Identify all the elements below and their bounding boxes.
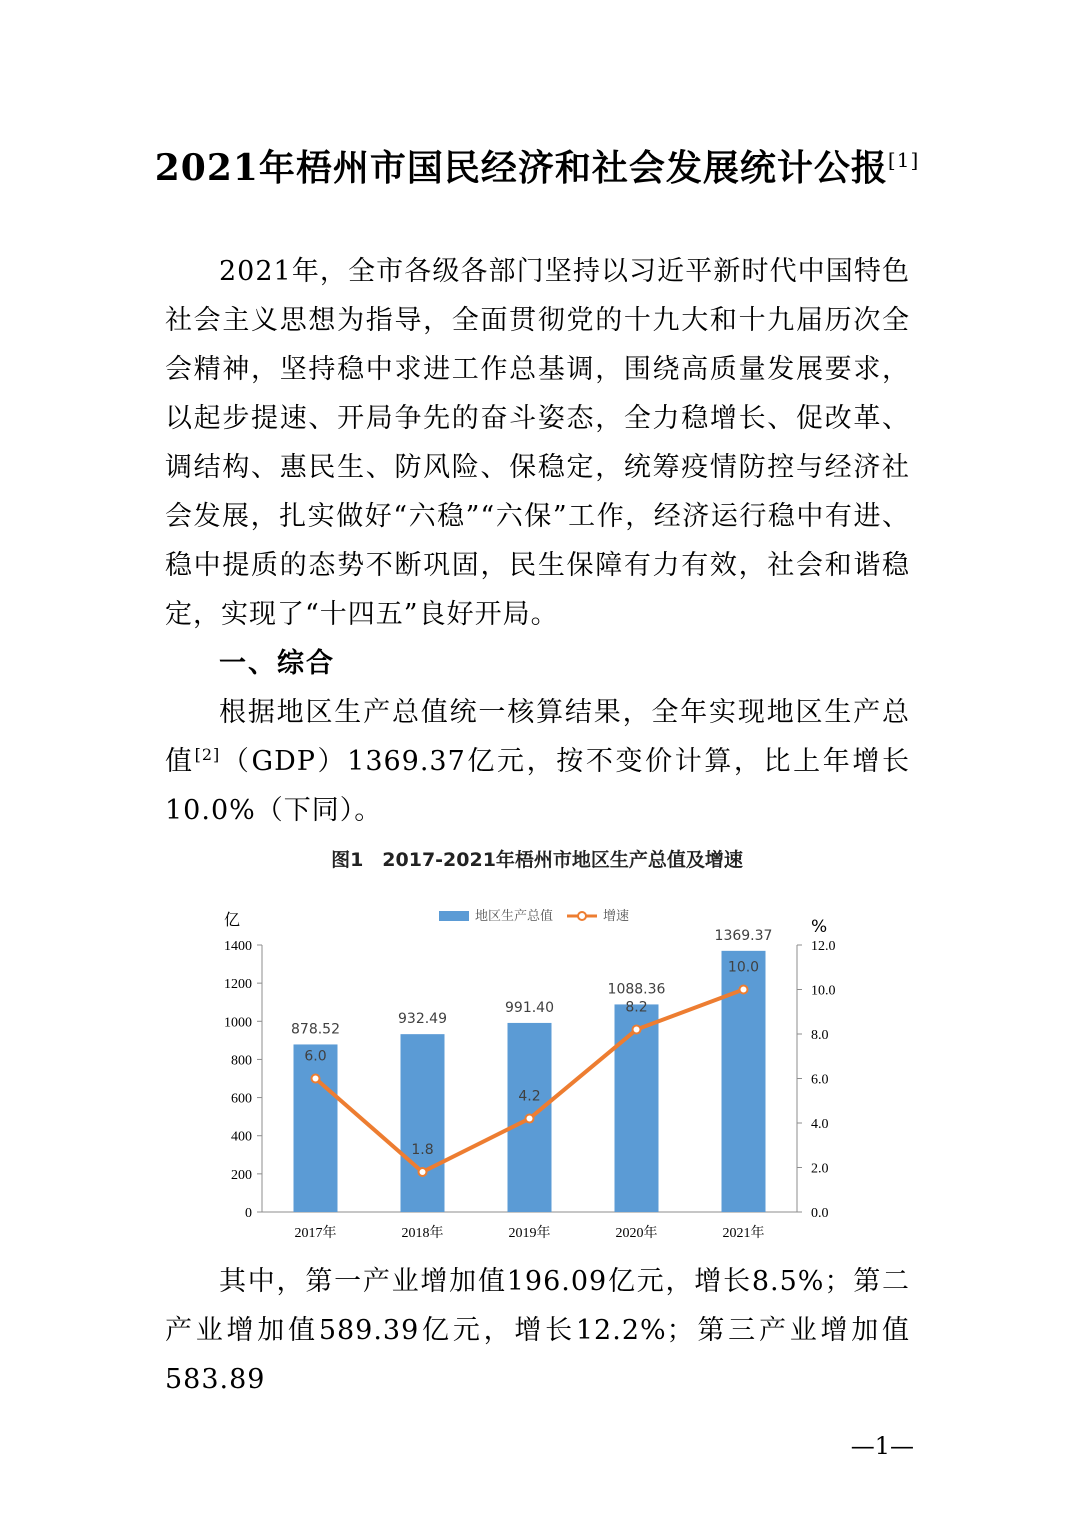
legend-label-gdp: 地区生产总值 — [475, 909, 554, 924]
growth-label: 8.2 — [625, 999, 648, 1016]
legend-label-growth: 增速 — [603, 909, 630, 924]
intro-paragraph: 2021年，全市各级各部门坚持以习近平新时代中国特色社会主义思想为指导，全面贯彻党的十九大和十九届历次全会精神，坚持稳中求进工作总基调，围绕高质量发展要求，以起步提速、开局争先的奋斗姿态，全力稳增长、促改革、调结构、惠民生、防风险、保稳定，统筹疫情防控与经济社会发展，扎实做好“六稳”“六保”工作，经济运行稳中有进、稳中提质的态势不断巩固，民生保障有力有效，社会和谐稳定，实现了“十四五”良好开局。 — [165, 256, 910, 630]
y2-tick-label: 10.0 — [811, 983, 836, 999]
gdp-bar-label: 878.52 — [291, 1021, 340, 1038]
y-tick-label: 200 — [231, 1167, 252, 1183]
x-tick-label: 2018年 — [401, 1226, 444, 1241]
y-tick-label: 600 — [231, 1091, 252, 1107]
x-tick-label: 2017年 — [294, 1226, 337, 1241]
growth-point — [419, 1168, 427, 1176]
gdp-paragraph: 根据地区生产总值统一核算结果，全年实现地区生产总值[2]（GDP）1369.37亿元，按不变价计算，比上年增长10.0%（下同）。 — [165, 697, 910, 826]
y-tick-label: 1400 — [224, 939, 252, 954]
figure-title: 图1 2017-2021年梧州市地区生产总值及增速 — [331, 849, 743, 871]
industry-paragraph: 其中，第一产业增加值196.09亿元，增长8.5%；第二产业增加值589.39亿元，增长12.2%；第三产业增加值583.89 — [165, 1266, 910, 1395]
x-tick-label: 2019年 — [508, 1226, 551, 1241]
legend-swatch-gdp — [439, 911, 469, 921]
growth-label: 1.8 — [411, 1141, 434, 1158]
growth-point — [312, 1075, 320, 1083]
growth-point — [633, 1026, 641, 1034]
y-tick-label: 1200 — [224, 977, 252, 993]
y-tick-label: 1000 — [224, 1015, 252, 1031]
page-number: —1— — [850, 1432, 914, 1460]
y2-tick-label: 12.0 — [811, 939, 836, 954]
growth-label: 10.0 — [727, 959, 760, 976]
y2-tick-label: 6.0 — [811, 1072, 829, 1088]
y-axis-label: 亿 — [224, 910, 241, 929]
growth-label: 4.2 — [518, 1088, 541, 1105]
y2-tick-label: 2.0 — [811, 1161, 829, 1177]
y2-tick-label: 4.0 — [811, 1117, 829, 1132]
gdp-bar — [294, 1044, 338, 1212]
y-tick-label: 800 — [231, 1053, 252, 1069]
gdp-bar-label: 932.49 — [398, 1011, 447, 1028]
growth-point — [740, 986, 748, 994]
y-tick-label: 0 — [245, 1206, 252, 1221]
x-tick-label: 2021年 — [722, 1226, 765, 1241]
growth-point — [526, 1115, 534, 1123]
gdp-footnote-ref[interactable]: [2] — [194, 745, 221, 764]
document-title: 2021年梧州市国民经济和社会发展统计公报[1] — [154, 147, 920, 189]
gdp-bar — [401, 1034, 445, 1212]
gdp-bar — [615, 1004, 659, 1212]
title-footnote-ref[interactable]: [1] — [887, 148, 920, 172]
y-tick-label: 400 — [231, 1129, 252, 1145]
x-tick-label: 2020年 — [615, 1226, 658, 1241]
gdp-bar-label: 1088.36 — [607, 981, 666, 998]
y2-tick-label: 0.0 — [811, 1206, 829, 1221]
growth-label: 6.0 — [304, 1048, 327, 1065]
gdp-bar-label: 1369.37 — [714, 927, 773, 944]
y2-axis-label: % — [811, 917, 828, 937]
legend-marker-growth — [578, 912, 586, 920]
document-body — [165, 247, 910, 835]
gdp-bar-label: 991.40 — [505, 999, 554, 1016]
y2-tick-label: 8.0 — [811, 1028, 829, 1043]
gdp-chart — [205, 863, 862, 1247]
section-heading-overview: 一、综合 — [219, 648, 335, 679]
document-body-continued — [165, 1257, 910, 1404]
